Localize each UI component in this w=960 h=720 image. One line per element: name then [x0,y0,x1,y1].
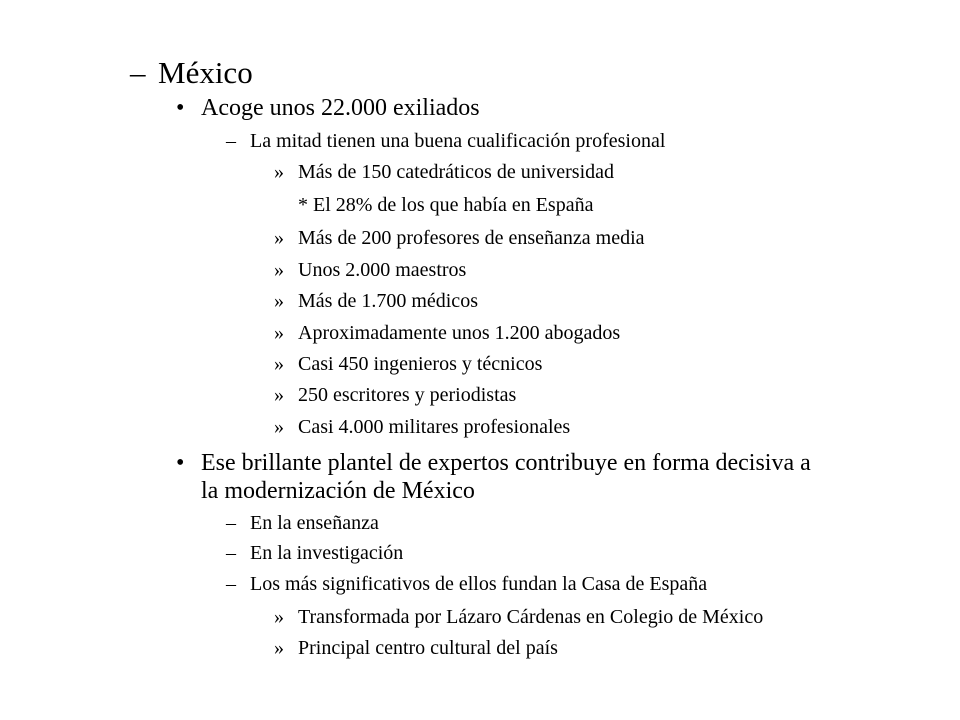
dash-marker: – [226,512,236,534]
detail-item-text: Casi 4.000 militares profesionales [298,416,571,438]
sub-item-text: La mitad tienen una buena cualificación profesional [250,130,666,152]
guillemet-marker: » [274,161,284,183]
guillemet-marker: » [274,322,284,344]
dash-marker: – [226,573,236,595]
sub-item-text: En la investigación [250,542,404,564]
detail-item-text: Transformada por Lázaro Cárdenas en Colegio de México [298,606,764,628]
heading-text: México [158,55,253,90]
guillemet-marker: » [274,353,284,375]
guillemet-marker: » [274,227,284,249]
guillemet-marker: » [274,259,284,281]
dash-marker: – [226,130,236,152]
bullet-text-line1: Ese brillante plantel de expertos contribuye en forma decisiva a [201,450,811,476]
detail-item-text: Más de 1.700 médicos [298,290,478,312]
detail-note-text: * El 28% de los que había en España [298,194,594,216]
detail-item-text: Más de 200 profesores de enseñanza media [298,227,645,249]
sub-item-text: En la enseñanza [250,512,379,534]
bullet-text: Acoge unos 22.000 exiliados [201,95,480,121]
dash-marker: – [130,55,146,90]
guillemet-marker: » [274,290,284,312]
guillemet-marker: » [274,416,284,438]
detail-item-text: Unos 2.000 maestros [298,259,467,281]
bullet-marker: • [176,95,185,121]
detail-item-text: Principal centro cultural del país [298,637,558,659]
bullet-marker: • [176,450,185,476]
guillemet-marker: » [274,637,284,659]
detail-item-text: Más de 150 catedráticos de universidad [298,161,615,183]
detail-item-text: Casi 450 ingenieros y técnicos [298,353,543,375]
dash-marker: – [226,542,236,564]
detail-item-text: Aproximadamente unos 1.200 abogados [298,322,621,344]
bullet-text-line2: la modernización de México [201,478,475,504]
guillemet-marker: » [274,384,284,406]
detail-item-text: 250 escritores y periodistas [298,384,517,406]
sub-item-text: Los más significativos de ellos fundan la Casa de España [250,573,708,595]
guillemet-marker: » [274,606,284,628]
